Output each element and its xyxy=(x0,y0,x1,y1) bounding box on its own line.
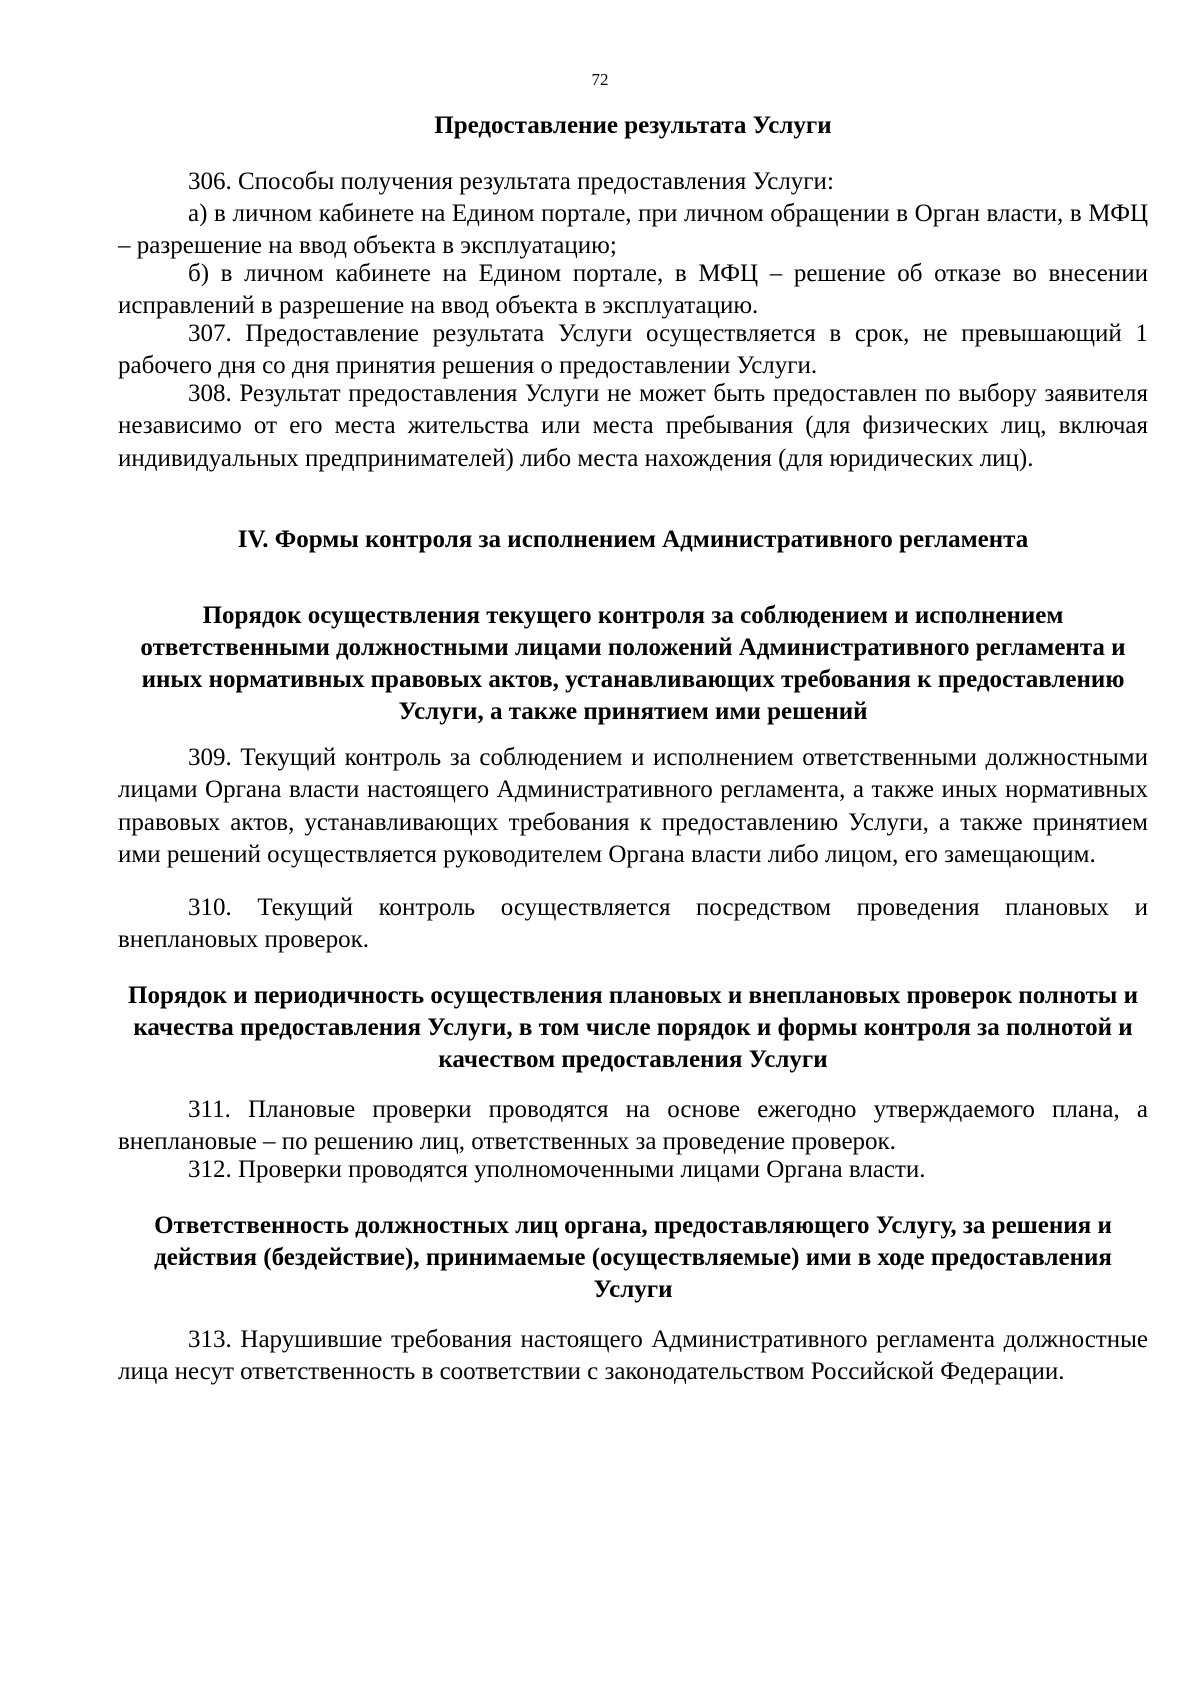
section-heading-inspections: Порядок и периодичность осуществления плановых и внеплановых проверок полноты и качества предоставления Услуги, в том числе порядок и формы контроля за полнотой и качеством предоставления Услуги xyxy=(128,982,1138,1073)
section-heading-responsibility: Ответственность должностных лиц органа, предоставляющего Услугу, за решения и действия (бездействие), принимаемые (осуществляемые) ими в ходе предоставления Услуги xyxy=(154,1212,1112,1303)
paragraph-306-a: а) в личном кабинете на Едином портале, при личном обращении в Орган власти, в МФЦ – разрешение на ввод объекта в эксплуатацию; xyxy=(118,200,1148,260)
paragraph-310: 310. Текущий контроль осуществляется посредством проведения плановых и внеплановых проверок. xyxy=(118,894,1148,954)
chapter-heading-iv: IV. Формы контроля за исполнением Административного регламента xyxy=(237,526,1029,553)
paragraph-307: 307. Предоставление результата Услуги осуществляется в срок, не превышающий 1 рабочего дня со дня принятия решения о предоставлении Услуги. xyxy=(118,320,1148,380)
paragraph-309: 309. Текущий контроль за соблюдением и исполнением ответственными должностными лицами Органа власти настоящего Административного регламента, а также иных нормативных правовых актов, устанавливающих требования к предоставлению Услуги, а также принятием ими решений осуществляется руководителем Органа власти либо лицом, его замещающим. xyxy=(118,744,1148,869)
section-heading-result: Предоставление результата Услуги xyxy=(434,112,832,139)
section-heading-current-control: Порядок осуществления текущего контроля за соблюдением и исполнением ответственными должностными лицами положений Административного регламента и иных нормативных правовых актов, устанавливающих требования к предоставлению Услуги, а также принятием ими решений xyxy=(140,602,1126,725)
paragraph-313: 313. Нарушившие требования настоящего Административного регламента должностные лица несут ответственность в соответствии с законодательством Российской Федерации. xyxy=(118,1326,1148,1386)
paragraph-312: 312. Проверки проводятся уполномоченными лицами Органа власти. xyxy=(188,1156,926,1183)
paragraph-306: 306. Способы получения результата предоставления Услуги: xyxy=(188,168,834,195)
paragraph-306-b: б) в личном кабинете на Едином портале, в МФЦ – решение об отказе во внесении исправлений в разрешение на ввод объекта в эксплуатацию. xyxy=(118,260,1148,320)
paragraph-311: 311. Плановые проверки проводятся на основе ежегодно утверждаемого плана, а внеплановые – по решению лиц, ответственных за проведение проверок. xyxy=(118,1096,1148,1156)
page-number: 72 xyxy=(591,70,609,89)
paragraph-308: 308. Результат предоставления Услуги не может быть предоставлен по выбору заявителя независимо от его места жительства или места пребывания (для физических лиц, включая индивидуальных предпринимателей) либо места нахождения (для юридических лиц). xyxy=(118,380,1148,472)
